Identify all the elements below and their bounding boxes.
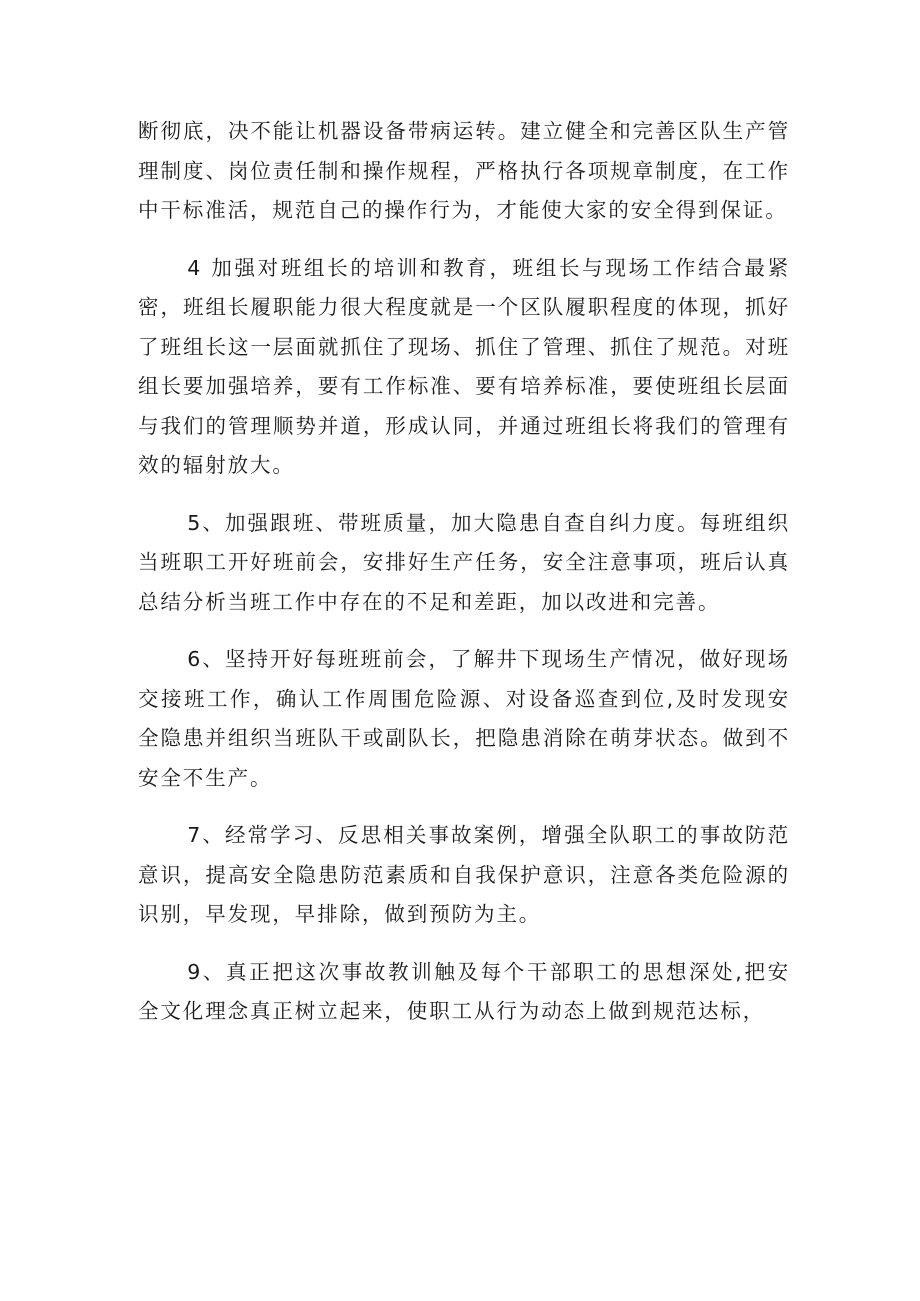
- document-body: [138, 112, 790, 1050]
- paragraph-item-9: 9、真正把这次事故教训触及每个干部职工的思想深处,把安全文化理念真正树立起来，使职工从行为动态上做到规范达标，: [138, 959, 790, 1023]
- paragraph-item-5: 5、加强跟班、带班质量，加大隐患自查自纠力度。每班组织当班职工开好班前会，安排好生产任务，安全注意事项，班后认真总结分析当班工作中存在的不足和差距，加以改进和完善。: [138, 510, 790, 614]
- paragraph-item-7: 7、经常学习、反思相关事故案例，增强全队职工的事故防范意识，提高安全隐患防范素质和自我保护意识，注意各类危险源的识别，早发现，早排除，做到预防为主。: [138, 823, 790, 926]
- paragraph-item-4: 4 加强对班组长的培训和教育，班组长与现场工作结合最紧密，班组长履职能力很大程度就是一个区队履职程度的体现，抓好了班组长这一层面就抓住了现场、抓住了管理、抓住了规范。对班组长要加强培养，要有工作标准、要有培养标准，要使班组长层面与我们的管理顺势并道，形成认同，并通过班组长将我们的管理有效的辐射放大。: [138, 255, 790, 477]
- paragraph-item-6: 6、坚持开好每班班前会，了解井下现场生产情况，做好现场交接班工作，确认工作周围危险源、对设备巡查到位,及时发现安全隐患并组织当班队干或副队长，把隐患消除在萌芽状态。做到不安全不生产。: [138, 647, 790, 790]
- paragraph-continuation: 断彻底，决不能让机器设备带病运转。建立健全和完善区队生产管理制度、岗位责任制和操作规程，严格执行各项规章制度，在工作中干标准活，规范自己的操作行为，才能使大家的安全得到保证。: [138, 119, 790, 222]
